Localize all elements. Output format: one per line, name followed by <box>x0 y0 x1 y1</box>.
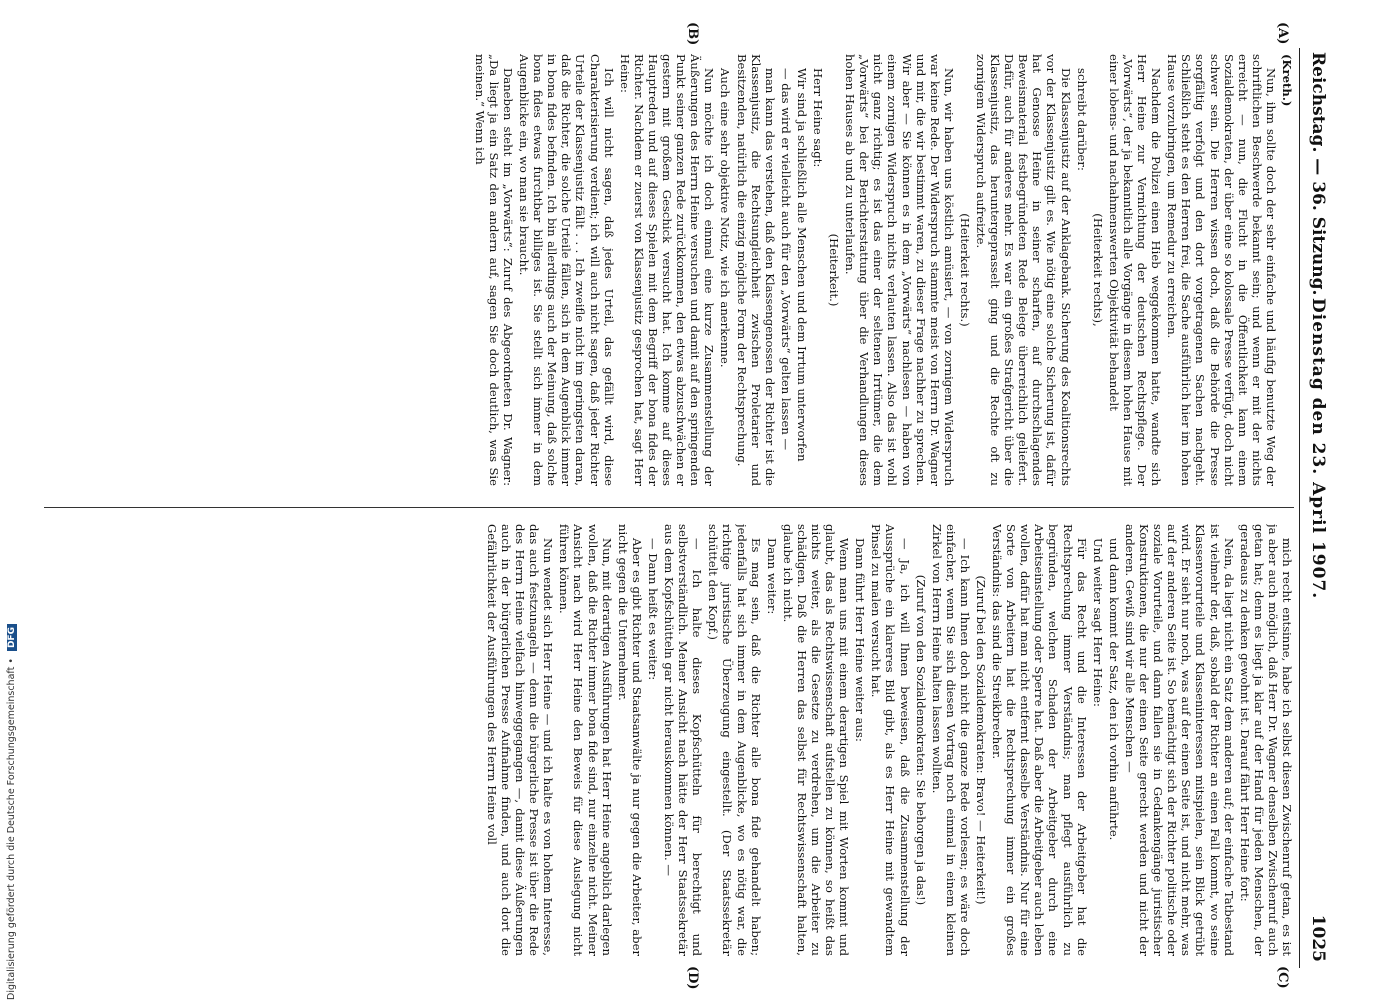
paragraph: (Zuruf bei den Sozialdemokraten: Bravo! — Heiterkeit!) <box>974 575 989 905</box>
paragraph: Nein, da liegt nicht ein Satz dem anderen auf; der einfache Tatbestand ist vielmehr der, daß, sobald der Richter an einen Fall kommt, wo seine Klassenvorurteile und Klasseninteressen mitspielen, sein Blick getrübt wird. Er sieht nur noch, was auf der einen Seite ist, und nicht mehr, was auf der anderen Seite ist. So bemächtigt sich der Richter politische oder soziale Vorurteile, und dann fallen sie in Gedankengänge juristischer Konstruktionen, die nur der einen Seite gerecht werden und nicht der anderen. Gewiß sind wir alle Menschen — <box>1122 524 1236 956</box>
header-rule <box>1299 48 1300 968</box>
paragraph: man kann das verstehen, daß den Klassengenossen der Richter ist die Klassenjustiz, die Rechtsungleichheit zwischen Proletarier und Besitzenden, natürlich die einzig mögliche Form der Rechtsprechung. <box>734 54 777 486</box>
margin-marker-d: (D) <box>685 966 700 990</box>
footer-text: Digitalisierung gefördert durch die Deutsche Forschungsgemeinschaft • <box>6 658 17 1000</box>
paragraph: Dann führt Herr Heine weiter aus: <box>853 538 868 742</box>
paragraph: Dann weiter: <box>764 538 779 615</box>
dfg-logo: DFG <box>7 624 17 651</box>
header-date: Dienstag den 23. April 1907. <box>1308 298 1328 600</box>
margin-marker-a: (A) <box>1275 22 1290 45</box>
paragraph: (Heiterkeit rechts), <box>1090 213 1105 327</box>
column-divider <box>44 507 1294 508</box>
paragraph: Auch eine sehr objektive Notiz, wie ich anerkenne. <box>718 68 733 368</box>
paragraph: Nun, ihm sollte doch der sehr einfache und häufig benutzte Weg der schriftlichen Beschwerde bekannt sein; und wenn er mit der nichts erreicht — nun, die Flucht in die Öffentlichkeit kann einem Sozialdemokraten, der über eine so kolossale Presse verfügt, doch nicht schwer sein. Die Herren wissen doch, daß die Behörde die Presse sorgfältig verfolgt und den dort vorgetragenen Sachen nachgeht. Schließlich steht es den Herren frei, die Sache ausführlich hier im hohen Hause vorzubringen, um Remedur zu erreichen. <box>1165 54 1278 486</box>
page-header <box>1302 48 1330 968</box>
header-left: Reichstag. — 36. Sitzung. <box>1308 52 1328 296</box>
right-column <box>44 524 1294 956</box>
paragraph: Für das Recht und die Interessen der Arbeitgeber hat die Rechtsprechung immer Verständnis; man pflegt ausführlich zu begründen, welchen Schaden der Arbeitgeber durch eine Arbeitseinstellung oder Sperre hat. Daß aber die Arbeitgeber auch leben wollen, dafür hat man nicht entfernt dasselbe Verständnis. Nur für eine Sorte von Arbeitern hat die Rechtsprechung immer ein großes Verständnis: das sind die Streikbrecher. <box>990 524 1089 956</box>
paragraph: (Zuruf von den Sozialdemokraten: Sie behorgen ja das!) <box>913 574 928 906</box>
margin-marker-b: (B) <box>685 22 700 46</box>
paragraph: Ich will nicht sagen, daß jedes Urteil, das gefällt wird, diese Charakterisierung verdient; ich will auch nicht sagen, daß jeder Richter Urteile der Klassenjustiz fällt . . . Ich zweifle nicht im geringsten daran, daß die Richter, die solche Urteile fällen, sich in dem Augenblick immer in bona fides befinden. Ich bin allerdings auch der Meinung, daß solche bona fides etwas furchtbar billiges ist. Sie stellt sich immer in dem Augenblicke ein, wo man sie braucht. <box>517 54 616 486</box>
paragraph: Herr Heine sagt: <box>811 68 825 168</box>
paragraph: — Dann heißt es weiter: <box>645 538 660 681</box>
left-column <box>44 54 1294 486</box>
page-number: 1025 <box>1308 914 1328 962</box>
paragraph: Nun möchte ich doch einmal eine kurze Zusammenstellung der Äußerungen des Herrn Heine versuchen und damit auf den springenden Punkt seiner ganzen Rede zurückkommen, den etwas abzuschwächen er gestern mit großem Geschick versucht hat. Ich komme auf dieses Hauptreden und auf dieses Spielen mit dem Begriff der bona fides der Richter. Nachdem er zuerst von Klassenjustiz gesprochen hat, sagt Herr Heine: <box>617 54 717 486</box>
paragraph: mich recht entsinne, habe ich selbst diesen Zwischenruf getan, es ist ja aber auch möglich, daß Herr Dr. Wagner denselben Zwischenruf auch getan hat; denn es liegt ja klar auf der Hand für jeden Menschen, der geradeaus zu denken gewohnt ist. Darauf fährt Herr Heine fort: <box>1237 524 1294 956</box>
paragraph: und dann kommt der Satz, den ich vorhin anführte. <box>1106 538 1121 841</box>
rotated-page <box>35 22 1330 990</box>
paragraph: — das wird er vielleicht auch für den „Vorwärts“ gelten lassen — <box>778 68 793 451</box>
paragraph: Daneben steht im „Vorwärts“: Zuruf des Abgeordneten Dr. Wagner: „Da liegt ja ein Satz den andern auf, sagen Sie doch deutlich, was Sie meinen.“ Wenn ich <box>472 54 516 486</box>
paragraph: (Heiterkeit rechts.) <box>957 213 972 327</box>
paragraph: schreibt darüber: <box>1074 68 1089 171</box>
paragraph: Es mag sein, daß die Richter alle bona fide gehandelt haben; jedenfalls hat sich immer in dem Augenblicke, wo es nötig war, die richtige juristische Überzeugung eingestellt. (Der Staatssekretär schüttelt den Kopf.) <box>706 524 763 956</box>
paragraph: Nun wendet sich Herr Heine — und ich halte es von hohem Interesse, das auch festzunageln — denn die bürgerliche Presse ist über die Rede des Herrn Heine vielfach hinweggegangen —, damit diese Äußerungen auch in der bürgerlichen Presse Aufnahme finden, und auch dort die Gefährlichkeit der Ausführungen des Herrn Heine voll <box>484 524 556 956</box>
paragraph: (Heiterkeit.) <box>827 233 842 307</box>
paragraph: — Ich kann Ihnen doch nicht die ganze Rede vorlesen; es wäre doch einfacher, wenn Sie sich diesen Vortrag noch einmal in einem kleinen Zirkel von Herrn Heine halten lassen wollten. <box>929 524 972 956</box>
paragraph: Aber es gibt Richter und Staatsanwälte ja nur gegen die Arbeiter, aber nicht gegen die Unternehmer. <box>615 524 644 956</box>
paragraph: — Ich halte dieses Kopfschütteln für berechtigt und selbstverständlich. Meiner Ansicht nach hätte der Herr Staatssekretär aus dem Kopfschütteln gar nicht herauskommen können. — <box>662 524 705 956</box>
paragraph: Und weiter sagt Herr Heine: <box>1090 538 1105 707</box>
paragraph: (Kreth.) <box>1280 54 1294 107</box>
paragraph: Wenn man uns mit einem derartigen Spiel mit Worten kommt und glaubt, das als Rechtswissenschaft aufstellen zu können, so heißt das nichts weiter, als die Gesetze zu verdrehen, um die Arbeiter zu schädigen. Daß die Herren das selbst für Rechtswissenschaft halten, glaube ich nicht. <box>780 524 852 956</box>
margin-marker-c: (C) <box>1275 966 1290 989</box>
paragraph: Nachdem die Polizei einen Hieb weggekommen hatte, wandte sich Herr Heine zur Vernichtung der deutschen Rechtspflege. Der „Vorwärts“, der ja bekanntlich alle Vorgänge in diesem hohen Hause mit einer lobens- und nachahmenswerten Objektivität behandelt <box>1106 54 1164 486</box>
digitization-footer <box>6 0 22 1000</box>
paragraph: Die Klassenjustiz auf der Anklagebank. Sicherung des Koalitionsrechts vor der Klassenjustiz gilt es. Wie nötig eine solche Sicherung ist, dafür hat Genosse Heine in seiner scharfen, auf durchschlagendes Beweismaterial festbegründeten Rede Belege überreichlich geliefert. Dafür, auch für anderes mehr. Es war ein großes Strafgericht über die Klassenjustiz, das heruntergeprasselt ging und die Rechte oft zu zornigem Widerspruch aufreizte. <box>974 54 1073 486</box>
paragraph: Nun, wir haben uns köstlich amüsiert, — von zornigem Widerspruch war keine Rede. Der Widerspruch stammte meist von Herrn Dr. Wagner und mir, die wir bestimmt waren, zu dieser Frage nachher zu sprechen. Wir aber — Sie können es in dem „Vorwärts“ nachlesen — haben von einem zornigen Widerspruch nichts verlauten lassen. Also das ist wohl nicht ganz richtig; es ist das einer der seltenen Irrtümer, die dem „Vorwärts“ bei der Berichterstattung über die Verhandlungen dieses hohen Hauses ab und zu unterlaufen. <box>843 54 956 486</box>
paragraph: Nun, mit derartigen Ausführungen hat Herr Heine angeblich darlegen wollen, daß die Richter immer bona fide sind, nur einzelne nicht. Meiner Ansicht nach wird Herr Heine den Beweis für diese Auslegung nicht führen können. <box>557 524 614 956</box>
paragraph: Wir sind ja schließlich alle Menschen und dem Irrtum unterworfen <box>794 68 809 462</box>
paragraph: — Ja, ich will Ihnen beweisen, daß die Zusammenstellung der Aussprüche ein klareres Bild gibt, als es Herr Heine mit gewandtem Pinsel zu malen versucht hat. <box>869 524 912 956</box>
